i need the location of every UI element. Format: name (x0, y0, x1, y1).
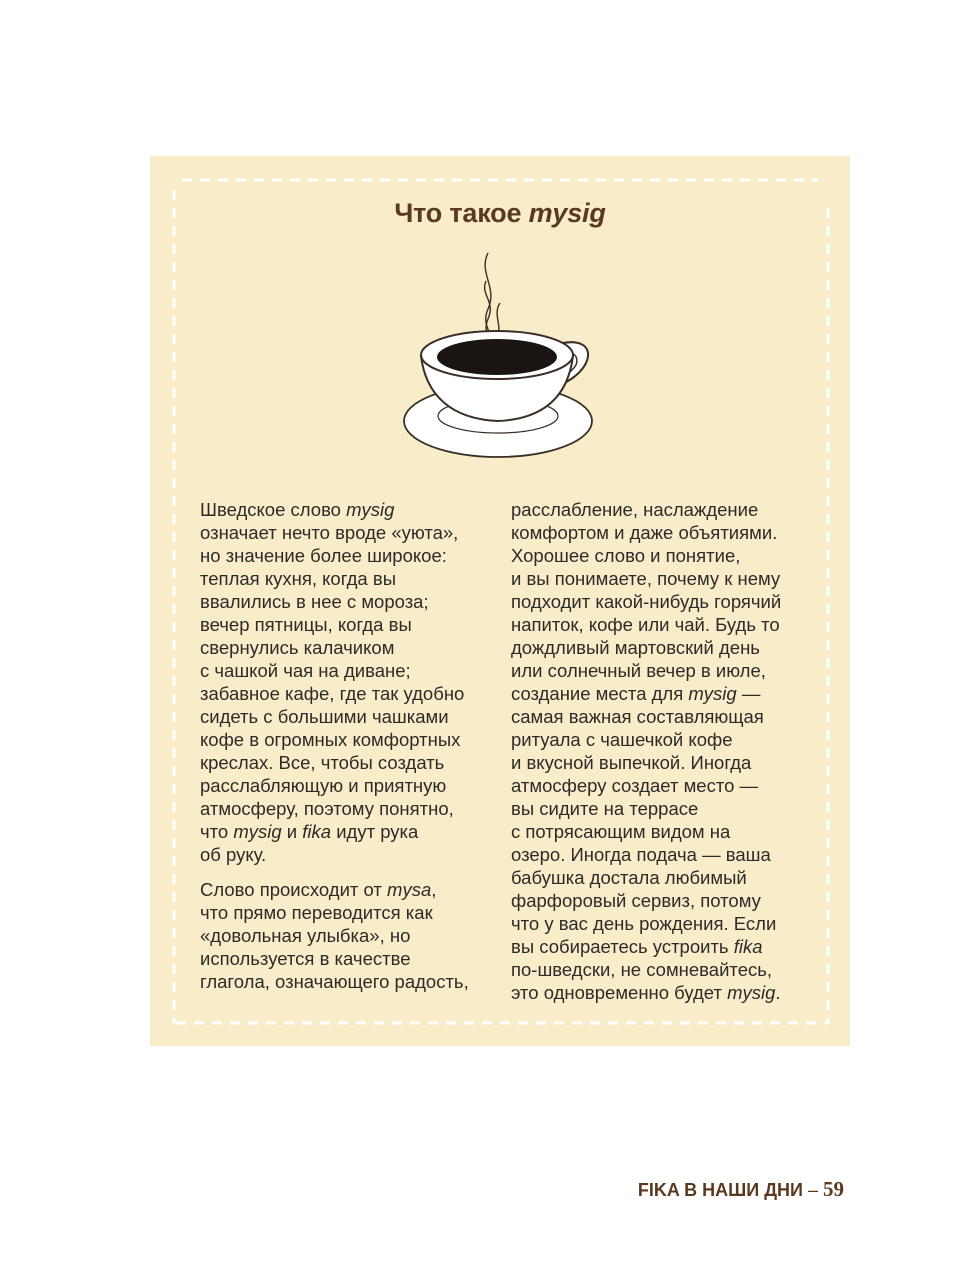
text-line: забавное кафе, где так удобно (200, 683, 465, 704)
paragraph-1 (200, 498, 490, 866)
text-line: Шведское слово mysig (200, 499, 395, 520)
italic-term: fika (733, 936, 763, 957)
text-line: используется в качестве (200, 948, 411, 969)
page-number: 59 (823, 1177, 844, 1201)
text-line: фарфоровый сервиз, потому (511, 890, 761, 911)
text-line: бабушка достала любимый (511, 867, 747, 888)
paragraph-2 (200, 878, 490, 993)
italic-term: mysa (387, 879, 432, 900)
text-line: свернулись калачиком (200, 637, 395, 658)
right-column (511, 498, 811, 1004)
text-line: по-шведски, не сомневайтесь, (511, 959, 773, 980)
text-line: сидеть с большими чашками (200, 706, 449, 727)
running-head: FIKA В НАШИ ДНИ (637, 1180, 803, 1200)
italic-term: mysig (727, 982, 776, 1003)
text-line: подходит какой-нибудь горячий (511, 591, 782, 612)
coffee-cup-icon (400, 251, 600, 466)
text-line: атмосферу создает место — (511, 775, 759, 796)
box-title-word: mysig (528, 198, 606, 228)
text-line: что у вас день рождения. Если (511, 913, 777, 934)
footer-separator: – (802, 1180, 823, 1200)
text-line: это одновременно будет mysig. (511, 982, 781, 1003)
box-title-prefix: Что такое (394, 198, 529, 228)
italic-term: fika (302, 821, 332, 842)
text-line: озеро. Иногда подача — ваша (511, 844, 771, 865)
text-line: комфортом и даже объятиями. (511, 522, 778, 543)
text-line: об руку. (200, 844, 267, 865)
italic-term: mysig (346, 499, 395, 520)
text-line: с потрясающим видом на (511, 821, 731, 842)
text-line: расслабляющую и приятную (200, 775, 447, 796)
paragraph-continued (511, 498, 811, 1004)
text-line: и вкусной выпечкой. Иногда (511, 752, 752, 773)
box-title (150, 198, 850, 229)
text-line: Слово происходит от mysa, (200, 879, 437, 900)
text-line: ритуала с чашечкой кофе (511, 729, 733, 750)
text-line: вечер пятницы, когда вы (200, 614, 412, 635)
italic-term: mysig (233, 821, 282, 842)
text-line: глагола, означающего радость, (200, 971, 469, 992)
text-line: дождливый мартовский день (511, 637, 760, 658)
text-line: атмосферу, поэтому понятно, (200, 798, 454, 819)
text-line: расслабление, наслаждение (511, 499, 759, 520)
text-line: напиток, кофе или чай. Будь то (511, 614, 780, 635)
text-line: Хорошее слово и понятие, (511, 545, 741, 566)
left-column (200, 498, 490, 993)
text-line: вы сидите на террасе (511, 798, 699, 819)
text-line: вы собираетесь устроить fika (511, 936, 763, 957)
text-line: что mysig и fika идут рука (200, 821, 419, 842)
text-line: самая важная составляющая (511, 706, 764, 727)
text-line: создание места для mysig — (511, 683, 761, 704)
text-line: что прямо переводится как (200, 902, 433, 923)
text-line: с чашкой чая на диване; (200, 660, 411, 681)
text-line: означает нечто вроде «уюта», (200, 522, 459, 543)
text-line: и вы понимаете, почему к нему (511, 568, 781, 589)
text-line: ввалились в нее с мороза; (200, 591, 429, 612)
text-line: но значение более широкое: (200, 545, 447, 566)
italic-term: mysig (688, 683, 737, 704)
text-line: или солнечный вечер в июле, (511, 660, 766, 681)
text-line: «довольная улыбка», но (200, 925, 411, 946)
page-footer (638, 1177, 844, 1202)
text-line: креслах. Все, чтобы создать (200, 752, 445, 773)
sidebar-box (150, 156, 850, 1046)
text-line: теплая кухня, когда вы (200, 568, 396, 589)
text-line: кофе в огромных комфортных (200, 729, 461, 750)
